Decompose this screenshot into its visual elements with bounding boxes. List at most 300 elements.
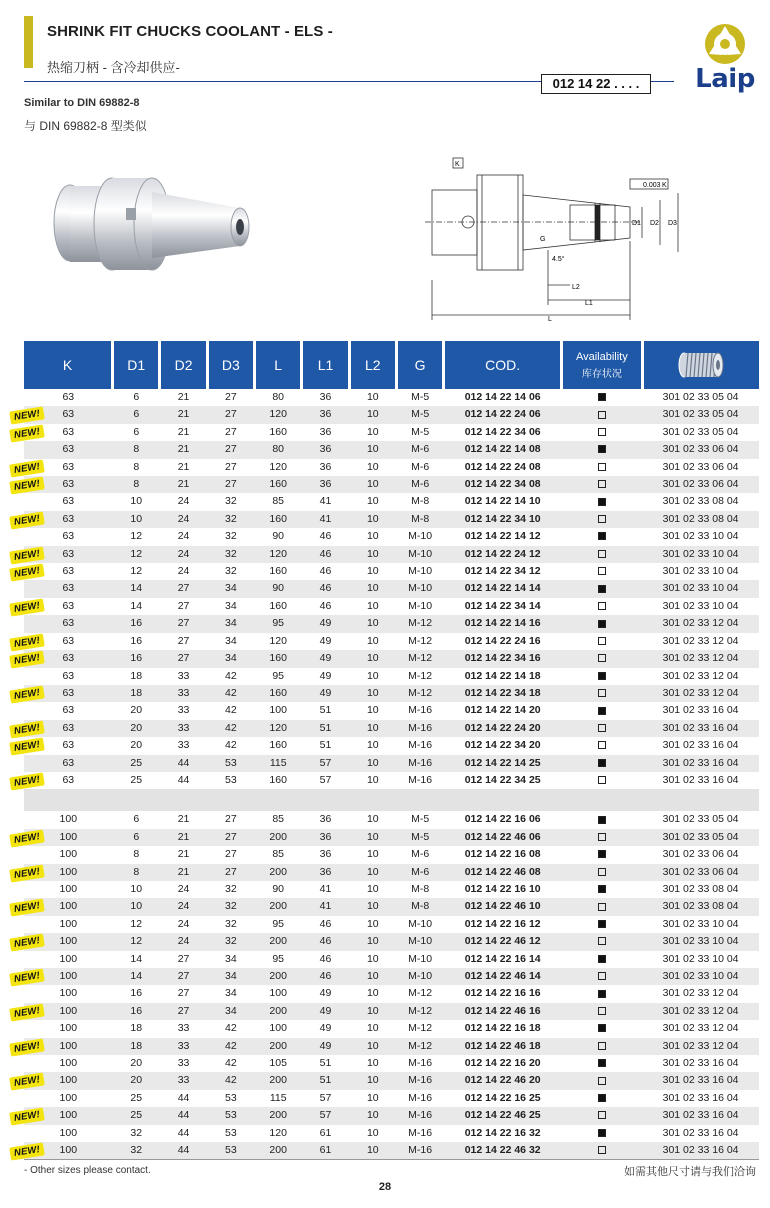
cell-l2: 10 [349,1003,396,1020]
cell-d3: 42 [207,685,254,702]
cell-l2: 10 [366,634,379,647]
cell-k: 63 [62,565,75,578]
in-stock-square-icon [598,707,606,715]
cell-d2: 27 [160,1003,207,1020]
cell-l1: 57 [302,1107,349,1124]
cell-cod: 012 14 22 34 18 [444,685,562,702]
cell-l: 160 [269,773,287,786]
cell-availability [562,650,643,667]
cell-cod: 012 14 22 46 08 [444,864,562,881]
in-stock-square-icon [598,1094,606,1102]
cell-collet-code: 301 02 33 16 04 [642,720,759,737]
cell-g: M-8 [396,511,443,528]
on-order-square-icon [598,515,606,523]
cell-d3: 53 [225,1091,237,1104]
cell-d3: 27 [225,813,237,826]
cell-k: 63 [24,720,113,737]
laip-logo [690,22,760,96]
col-header-k: K [24,341,113,389]
cell-k: 63 [24,441,113,458]
cell-collet-code: 301 02 33 16 04 [662,1126,739,1139]
cell-g: M-16 [408,773,433,786]
cell-l1: 49 [302,1003,349,1020]
spec-table-body [24,389,759,1159]
cell-l2: 10 [349,864,396,881]
cell-availability [562,702,643,719]
cell-l: 160 [255,685,302,702]
on-order-square-icon [598,637,606,645]
cell-d3: 27 [225,848,237,861]
cell-k: 100 [24,1142,113,1159]
cell-l1: 36 [302,441,349,458]
table-row [24,1003,759,1020]
on-order-square-icon [598,776,606,784]
new-badge: NEW! [9,650,45,668]
cell-k: 100 [59,1057,78,1070]
drawing-label-d1: D1 [632,220,641,227]
table-row [24,668,759,685]
cell-g: M-12 [396,685,443,702]
cell-k: 100 [59,1022,78,1035]
cell-l1: 46 [302,580,349,597]
col-header-cod: COD. [444,341,562,389]
cell-g: M-16 [408,704,433,717]
cell-d3: 53 [207,755,254,772]
cell-cod: 012 14 22 34 25 [464,773,541,786]
drawing-label-l: L [548,316,552,323]
cell-d3: 27 [207,476,254,493]
cell-d1: 10 [130,495,143,508]
cell-g: M-16 [396,720,443,737]
cell-d2: 21 [177,391,190,403]
in-stock-square-icon [598,990,606,998]
cell-collet-code: 301 02 33 12 04 [662,987,739,1000]
cell-l2: 10 [349,441,396,458]
table-row [24,951,759,968]
new-badge: NEW! [9,898,45,916]
cell-l: 80 [272,391,285,403]
cell-collet-code: 301 02 33 10 04 [662,599,739,612]
cell-l: 105 [269,1057,287,1070]
cell-cod: 012 14 22 46 16 [444,1003,562,1020]
cell-l2: 10 [349,720,396,737]
cell-l2: 10 [349,580,396,597]
cell-k: 63 [62,773,75,786]
cell-d2: 21 [160,476,207,493]
cell-l: 120 [255,720,302,737]
cell-cod: 012 14 22 16 32 [464,1126,541,1139]
cell-availability [562,528,643,545]
cell-collet-code: 301 02 33 10 04 [662,530,739,543]
cell-l2: 10 [349,476,396,493]
cell-k: 100 [59,917,78,930]
cell-l1: 49 [302,1038,349,1055]
cell-l1: 49 [319,987,332,1000]
cell-cod: 012 14 22 34 08 [444,476,562,493]
table-row [24,493,759,510]
new-badge: NEW! [9,1107,45,1125]
cell-g: M-5 [396,406,443,423]
cell-collet-code: 301 02 33 05 04 [662,391,739,403]
cell-l: 200 [255,1072,302,1089]
cell-l1: 36 [319,460,332,473]
cell-d2: 44 [177,773,190,786]
cell-cod: 012 14 22 16 25 [464,1091,541,1104]
new-badge: NEW! [9,459,45,477]
cell-l: 85 [272,813,285,826]
cell-d1: 18 [130,669,143,682]
cell-cod: 012 14 22 16 06 [464,813,541,826]
cell-l1: 46 [319,952,332,965]
on-order-square-icon [598,724,606,732]
cell-d1: 18 [130,1022,143,1035]
cell-cod: 012 14 22 14 14 [444,580,562,597]
cell-l: 160 [255,511,302,528]
cell-d2: 27 [177,634,190,647]
cell-availability [562,1090,643,1107]
on-order-square-icon [598,1111,606,1119]
in-stock-square-icon [598,850,606,858]
cell-k: 63 [62,739,75,752]
cell-d3: 34 [225,987,237,1000]
cell-availability [562,829,643,846]
in-stock-square-icon [598,393,606,401]
cell-l: 80 [255,441,302,458]
cell-l1: 36 [302,406,349,423]
cell-k: 63 [24,755,113,772]
cell-collet-code: 301 02 33 06 04 [642,864,759,881]
cell-availability [562,1072,643,1089]
cell-availability [562,424,643,441]
cell-collet-code: 301 02 33 08 04 [642,898,759,915]
cell-d3: 53 [225,773,237,786]
table-row [24,598,759,615]
cell-l2: 10 [366,530,379,543]
cell-cod: 012 14 22 14 20 [464,704,541,717]
table-row [24,1055,759,1072]
cell-cod: 012 14 22 14 08 [444,441,562,458]
cell-d3: 34 [207,615,254,632]
cell-g: M-12 [408,987,433,1000]
cell-k: 63 [62,669,75,682]
new-badge: NEW! [9,933,45,951]
cell-d1: 10 [113,898,160,915]
cell-l: 100 [269,704,287,717]
cell-d1: 6 [133,391,140,403]
on-order-square-icon [598,1077,606,1085]
table-row [24,985,759,1002]
on-order-square-icon [598,654,606,662]
cell-d3: 34 [225,952,237,965]
cell-d3: 42 [207,720,254,737]
cell-d2: 27 [177,952,190,965]
cell-l2: 10 [349,829,396,846]
cell-l2: 10 [366,739,379,752]
cell-cod: 012 14 22 46 20 [444,1072,562,1089]
cell-g: M-16 [396,1072,443,1089]
cell-d3: 42 [207,1038,254,1055]
cell-collet-code: 301 02 33 16 04 [642,755,759,772]
cell-d3: 34 [207,650,254,667]
cell-d1: 16 [130,987,143,1000]
cell-k: 63 [24,685,113,702]
cell-g: M-8 [411,495,430,508]
table-row [24,881,759,898]
table-row [24,459,759,476]
in-stock-square-icon [598,1129,606,1137]
cell-l: 200 [255,898,302,915]
cell-d2: 33 [177,704,190,717]
drawing-label-l2: L2 [572,284,580,291]
cell-l: 120 [269,460,287,473]
footer-note: - Other sizes please contact. [24,1165,151,1176]
cell-d1: 32 [130,1126,143,1139]
cell-cod: 012 14 22 16 10 [464,882,541,895]
cell-d1: 18 [113,685,160,702]
cell-d3: 27 [207,864,254,881]
cell-d3: 34 [207,580,254,597]
cell-g: M-5 [411,391,430,403]
page-subtitle-cn: 热缩刀柄 - 含冷却供应- [47,60,180,75]
table-row [24,424,759,441]
in-stock-square-icon [598,672,606,680]
cell-collet-code: 301 02 33 08 04 [642,511,759,528]
cell-availability [562,1125,643,1142]
cell-d3: 27 [207,406,254,423]
cell-d3: 42 [225,739,237,752]
page-title: SHRINK FIT CHUCKS COOLANT - ELS - [47,23,333,40]
cell-l: 200 [255,864,302,881]
in-stock-square-icon [598,1024,606,1032]
cell-l: 115 [269,1091,287,1104]
cell-l: 160 [255,476,302,493]
cell-l2: 10 [366,1126,379,1139]
table-row [24,755,759,772]
new-badge: NEW! [9,720,45,738]
cell-collet-code: 301 02 33 12 04 [642,1003,759,1020]
cell-l1: 51 [302,720,349,737]
on-order-square-icon [598,937,606,945]
cell-k: 63 [24,580,113,597]
table-row [24,933,759,950]
cell-d1: 25 [113,755,160,772]
cell-d2: 33 [160,1038,207,1055]
cell-l2: 10 [349,511,396,528]
cell-availability [562,811,643,828]
similar-standard: Similar to DIN 69882-8 [24,97,140,109]
cell-k: 100 [59,952,78,965]
drawing-label-tol: 0.003 [643,182,661,189]
cell-availability [562,737,643,754]
table-row [24,737,759,754]
cell-l2: 10 [366,599,379,612]
cell-l2: 10 [366,495,379,508]
cell-d2: 33 [160,685,207,702]
cell-d3: 32 [225,530,237,543]
cell-d2: 21 [160,829,207,846]
cell-d3: 32 [207,511,254,528]
new-badge: NEW! [9,685,45,703]
cell-d1: 12 [130,565,143,578]
cell-d2: 21 [160,864,207,881]
cell-l: 115 [255,755,302,772]
cell-d1: 18 [113,1038,160,1055]
cell-collet-code: 301 02 33 16 04 [662,1057,739,1070]
col-header-collet [642,341,759,389]
cell-availability [562,1107,643,1124]
new-badge: NEW! [9,1142,45,1160]
cell-l1: 36 [302,476,349,493]
cell-availability [562,846,643,863]
cell-d2: 27 [160,615,207,632]
table-row [24,916,759,933]
cell-g: M-16 [408,1057,433,1070]
group-separator-row [24,789,759,811]
cell-collet-code: 301 02 33 05 04 [662,813,739,826]
cell-l: 200 [255,933,302,950]
on-order-square-icon [598,972,606,980]
cell-g: M-6 [396,476,443,493]
cell-collet-code: 301 02 33 10 04 [642,933,759,950]
cell-d2: 27 [177,599,190,612]
cell-k: 100 [24,933,113,950]
cell-availability [562,633,643,650]
cell-d1: 10 [113,511,160,528]
in-stock-square-icon [598,585,606,593]
cell-g: M-6 [396,864,443,881]
table-row [24,476,759,493]
cell-d3: 42 [225,669,237,682]
cell-l2: 10 [349,1107,396,1124]
cell-d1: 16 [130,634,143,647]
table-row [24,1107,759,1124]
cell-g: M-10 [408,599,433,612]
cell-collet-code: 301 02 33 16 04 [662,739,739,752]
cell-l2: 10 [349,685,396,702]
cell-l2: 10 [349,933,396,950]
cell-availability [562,685,643,702]
cell-d1: 12 [113,933,160,950]
cell-g: M-10 [396,968,443,985]
cell-d1: 14 [130,952,143,965]
cell-k: 100 [24,1003,113,1020]
cell-availability [562,546,643,563]
cell-cod: 012 14 22 34 14 [464,599,541,612]
cell-l1: 41 [319,495,332,508]
table-row [24,1020,759,1037]
table-header-row [24,341,759,389]
in-stock-square-icon [598,620,606,628]
table-row [24,1090,759,1107]
cell-l1: 51 [319,739,332,752]
cell-d1: 14 [113,580,160,597]
cell-availability [562,1055,643,1072]
table-row [24,702,759,719]
cell-d3: 42 [225,1057,237,1070]
cell-d2: 44 [160,1142,207,1159]
cell-d2: 21 [177,848,190,861]
cell-d2: 33 [177,1057,190,1070]
drawing-label-k: K [455,161,460,168]
cell-d3: 32 [225,917,237,930]
cell-collet-code: 301 02 33 12 04 [662,1022,739,1035]
cell-collet-code: 301 02 33 12 04 [642,650,759,667]
cell-l2: 10 [349,1072,396,1089]
cell-l2: 10 [349,615,396,632]
in-stock-square-icon [598,498,606,506]
cell-g: M-10 [408,917,433,930]
cell-l1: 41 [319,882,332,895]
cell-collet-code: 301 02 33 10 04 [642,580,759,597]
cell-d1: 10 [130,882,143,895]
cell-l2: 10 [349,1038,396,1055]
cell-cod: 012 14 22 16 20 [464,1057,541,1070]
cell-availability [562,864,643,881]
cell-cod: 012 14 22 46 06 [444,829,562,846]
cell-g: M-12 [408,634,433,647]
cell-l: 85 [272,848,285,861]
cell-l1: 46 [302,933,349,950]
cell-d1: 25 [113,1107,160,1124]
cell-availability [562,968,643,985]
cell-k: 100 [59,1126,78,1139]
cell-d3: 34 [225,599,237,612]
cell-cod: 012 14 22 14 10 [464,495,541,508]
logo-wordmark: Laip [695,64,755,94]
cell-k: 100 [24,968,113,985]
cell-l: 100 [269,1022,287,1035]
cell-l2: 10 [349,898,396,915]
cell-d1: 12 [113,546,160,563]
cell-collet-code: 301 02 33 10 04 [642,546,759,563]
cell-g: M-10 [396,933,443,950]
table-row [24,580,759,597]
col-header-d3: D3 [207,341,254,389]
cell-l2: 10 [366,565,379,578]
page-number: 28 [378,1181,392,1193]
cell-l1: 57 [319,1091,332,1104]
cell-cod: 012 14 22 14 25 [444,755,562,772]
cell-cod: 012 14 22 34 06 [464,425,541,438]
footer-divider [24,1159,759,1160]
col-header-d2: D2 [160,341,207,389]
cell-cod: 012 14 22 24 20 [444,720,562,737]
cell-g: M-10 [408,530,433,543]
cell-d1: 6 [133,425,140,438]
cell-g: M-12 [408,1022,433,1035]
cell-l2: 10 [366,1057,379,1070]
cell-availability [562,511,643,528]
cell-g: M-5 [411,813,430,826]
cell-k: 100 [24,1038,113,1055]
cell-availability [562,720,643,737]
cell-cod: 012 14 22 46 14 [444,968,562,985]
cell-l2: 10 [366,425,379,438]
new-badge: NEW! [9,1038,45,1056]
cell-collet-code: 301 02 33 05 04 [642,829,759,846]
cell-d3: 32 [207,546,254,563]
cell-cod: 012 14 22 14 06 [464,391,541,403]
cell-collet-code: 301 02 33 12 04 [642,1038,759,1055]
cell-g: M-16 [396,1142,443,1159]
similar-standard-cn: 与 DIN 69882-8 型类似 [24,119,147,133]
cell-d3: 53 [207,1142,254,1159]
cell-availability [562,772,643,789]
cell-g: M-12 [408,669,433,682]
cell-collet-code: 301 02 33 12 04 [642,685,759,702]
cell-availability [562,881,643,898]
cell-k: 100 [59,987,78,1000]
